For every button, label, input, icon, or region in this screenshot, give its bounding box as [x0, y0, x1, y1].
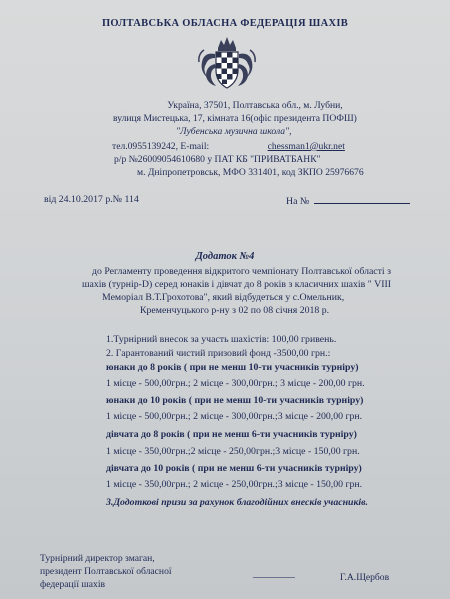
address-line-1: Україна, 37501, Полтавська обл., м. Лубни,	[167, 100, 343, 111]
prize-fund: 2. Гарантований чистий призовий фонд -3500,00 грн.:	[106, 348, 331, 359]
prize-category-boys-8: юнаки до 8 років ( при не менш 10-ти учасників турніру)	[106, 362, 359, 373]
appendix-line-4: Кременчуцького р-ну з 02 по 08 січня 2018 р.	[140, 305, 330, 316]
prize-category-girls-10: дівчата до 10 років ( при не менш 6-ти учасників турніру)	[106, 463, 362, 474]
prize-category-girls-8: дівчата до 8 років ( при не менш 6-ти учасників турніру)	[106, 429, 357, 440]
prize-amounts-girls-8: 1 місце - 350,00грн.;2 місце - 250,00грн.;3 місце - 150,00 грн.	[106, 446, 360, 457]
prize-amounts-boys-10: 1 місце - 500,00грн.; 2 місце - 300,00грн.;3 місце - 200,00 грн.	[106, 411, 363, 422]
prize-category-boys-10: юнаки до 10 років ( при не менш 10-ти учасників турніру)	[106, 395, 364, 406]
chess-federation-emblem-icon	[196, 34, 258, 98]
phone-label: тел.0955139242, E-mail:	[112, 141, 210, 152]
prize-amounts-boys-8: 1 місце - 500,00грн.; 2 місце - 300,00грн.; 3 місце - 200,00 грн.	[106, 378, 365, 389]
to-number-blank	[314, 194, 410, 204]
appendix-title: Додаток №4	[195, 251, 255, 262]
document-date-number: від 24.10.2017 р.№ 114	[44, 194, 139, 205]
federation-title: ПОЛТАВСЬКА ОБЛАСНА ФЕДЕРАЦІЯ ШАХІВ	[101, 18, 349, 29]
to-number-field	[286, 194, 410, 207]
signatory-name: Г.А.Щербов	[340, 572, 390, 583]
address-line-2: вулиця Мистецька, 17, кімната 16(офіс президента ПОФШ)	[113, 113, 357, 124]
email-link[interactable]: chessman1@ukr.net	[267, 141, 345, 152]
entry-fee: 1.Турнірний внесок за участь шахістів: 100,00 гривень.	[106, 334, 337, 345]
signature-line	[253, 577, 295, 578]
phone-line	[112, 141, 345, 153]
bank-details: м. Дніпропетровськ, МФО 331401, код ЗКПО 25976676	[137, 167, 364, 178]
signature-line-3: федерації шахів	[40, 579, 106, 590]
prize-amounts-girls-10: 1 місце - 350,00грн.; 2 місце - 250,00грн.;3 місце - 150,00 грн.	[106, 479, 363, 490]
signature-line-1: Турнірний директор змаган,	[40, 553, 155, 564]
address-line-3: "Лубенська музична школа",	[176, 126, 292, 137]
to-number-label: На №	[286, 196, 310, 207]
bank-account: р/р №26009054610680 у ПАТ КБ "ПРИВАТБАНК"	[114, 154, 321, 165]
appendix-line-3: Меморіал В.Т.Грохотова", який відбудеться у с.Омельник,	[102, 292, 345, 303]
appendix-line-2: шахів (турнір-D) серед юнаків і дівчат до 8 років з класичних шахів " VIII	[82, 279, 392, 290]
additional-prizes: 3.Додоткові призи за рахунок благодійних внесків учасників.	[106, 497, 368, 508]
appendix-line-1: до Регламенту проведення відкритого чемпіонату Полтавської області з	[92, 266, 391, 277]
signature-line-2: президент Полтавської обласної	[40, 566, 172, 577]
